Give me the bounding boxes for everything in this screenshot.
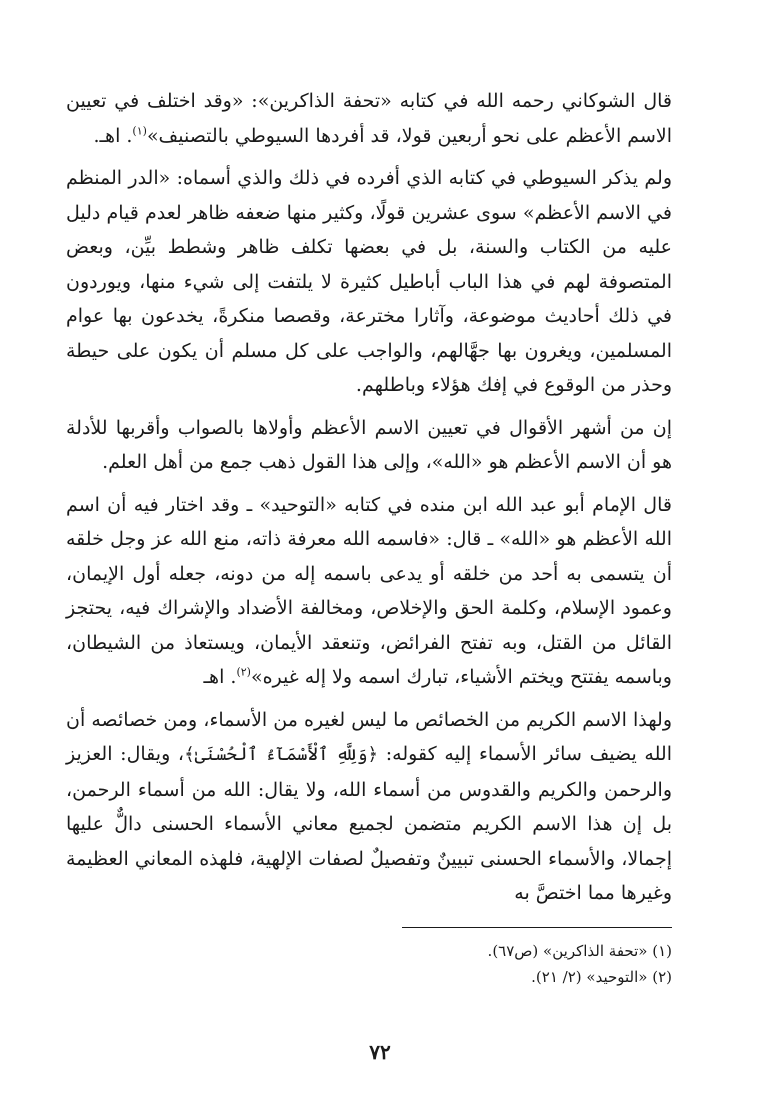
page-number: ٧٢: [369, 1040, 391, 1064]
paragraph-text: قال الشوكاني رحمه الله في كتابه «تحفة الذاكرين»: «وقد اختلف في تعيين الاسم الأعظم على نحو أربعين قولا، قد أفردها السيوطي بالتصنيف»: [66, 90, 672, 147]
paragraph-suyuti: [66, 161, 672, 403]
paragraph-tail: . اهـ.: [93, 124, 133, 147]
footnote-divider: [402, 927, 672, 928]
paragraph-text: إن من أشهر الأقوال في تعيين الاسم الأعظم وأولاها بالصواب وأقربها للأدلة هو أن الاسم الأعظم هو «الله»، وإلى هذا القول ذهب جمع من أهل العلم.: [66, 416, 672, 473]
footnote-1: (١) «تحفة الذاكرين» (ص٦٧).: [487, 941, 672, 960]
paragraph-characteristics: [66, 703, 672, 911]
paragraph-ibn-mandah: [66, 488, 672, 695]
paragraph-text: قال الإمام أبو عبد الله ابن منده في كتابه «التوحيد» ـ وقد اختار فيه أن اسم الله الأعظم هو «الله» ـ قال: «فاسمه الله معرفة ذاته، منع الله عز وجل خلقه أن يتسمى به أحد من خلقه أو يدعى باسمه إله من دونه، جعله أول الإيمان، وعمود الإسلام، وكلمة الحق والإخلاص، ومخالفة الأضداد والإشراك فيه، يحتجز القائل من القتل، وبه تفتح الفرائض، وتنعقد الأيمان، ويستعاذ من الشيطان، وباسمه يفتتح ويختم الأشياء، تبارك اسمه ولا إله غيره»: [66, 493, 672, 688]
footnote-marker-1[interactable]: (١): [132, 124, 147, 138]
paragraph-text-continued: ، ويقال: العزيز والرحمن والكريم والقدوس من أسماء الله، ولا يقال: الله من أسماء الرحمن، بل إن هذا الاسم الكريم متضمن لجميع معاني الأسماء الحسنى دالٌّ عليها إجمالا، والأسماء الحسنى تبيينٌ وتفصيلٌ لصفات الإلهية، فلهذه المعاني العظيمة وغيرها مما اختصَّ به: [66, 743, 672, 904]
quran-verse: ﴿وَلِلَّهِ ٱلْأَسْمَآءُ ٱلْحُسْنَىٰ﴾: [184, 744, 379, 765]
paragraph-greatest-name: [66, 411, 672, 480]
paragraph-text: ولهذا الاسم الكريم من الخصائص ما ليس لغيره من الأسماء، ومن خصائصه أن الله يضيف سائر الأسماء إليه كقوله:: [66, 708, 672, 765]
paragraph-text: ولم يذكر السيوطي في كتابه الذي أفرده في ذلك والذي أسماه: «الدر المنظم في الاسم الأعظم» سوى عشرين قولًا، وكثير منها ضعفه ظاهر لعدم قيام دليل عليه من الكتاب والسنة، بل في بعضها تكلف ظاهر وشطط بيِّن، وبعض المتصوفة لهم في هذا الباب أباطيل كثيرة لا يلتفت إلى شيء منها، ويوردون في ذلك أحاديث موضوعة، وآثارا مخترعة، وقصصا منكرةً، يخدعون بها عوام المسلمين، ويغرون بها جهَّالهم، والواجب على كل مسلم أن يكون على حيطة وحذر من الوقوع في إفك هؤلاء وباطلهم.: [66, 167, 672, 396]
paragraph-tail: . اهـ: [203, 666, 237, 688]
footnote-2: (٢) «التوحيد» (٢/ ٢١).: [531, 967, 672, 986]
paragraph-shawkani: [66, 84, 672, 153]
footnote-marker-2[interactable]: (٢): [236, 665, 251, 679]
